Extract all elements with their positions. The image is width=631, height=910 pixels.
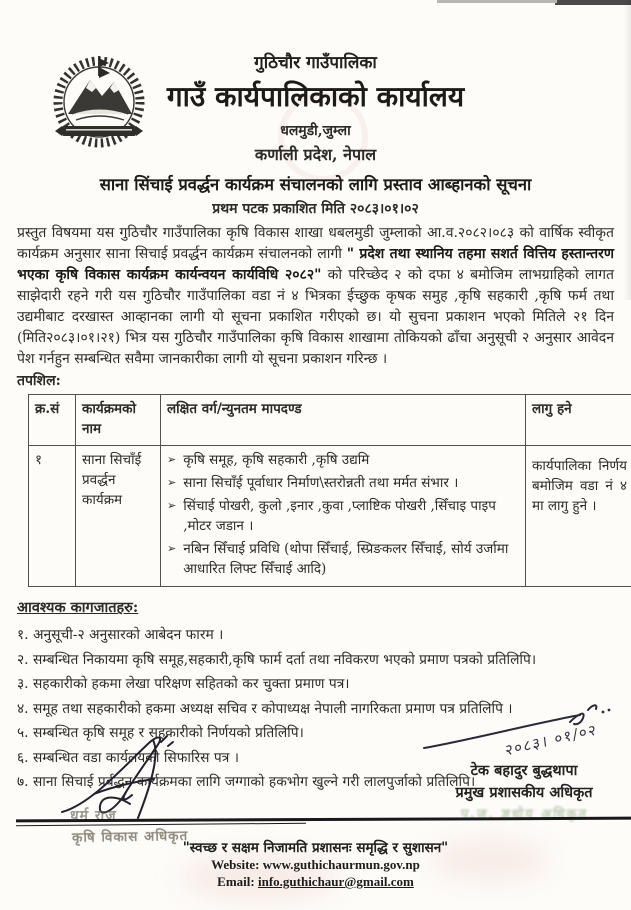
criteria-item <box>167 450 519 470</box>
municipality-emblem-logo <box>46 50 152 158</box>
notice-body-paragraph <box>17 223 614 370</box>
footer-website-line <box>0 857 631 873</box>
document-list-item: ७. साना सिचाई प्रर्बद्धन कार्यक्रमका लागि जग्गाको हकभोग खुल्ने गरी लालपुर्जाको प्रतिलिपि। <box>17 774 476 790</box>
province-line: कर्णाली प्रदेश, नेपाल <box>254 145 377 164</box>
criteria-item <box>167 496 519 536</box>
quoted-directive-text: " प्रदेश तथा स्थानिय तहमा सशर्त वित्तिय हस्तान्तरण भएका कृषि विकास कार्यक्रम कार्यन्वयन कार्यविधि २०८२" <box>17 246 614 283</box>
paragraph-text-1: प्रस्तुत विषयमा यस गुठिचौर गाउँपालिका कृषि विकास शाखा धबलमुडी जुम्लाको आ.व.२०८२।०८३ को वार्षिक स्वीकृत कार्यक्रम अनुसार साना सिचाई प्रवर्द्धन कार्यक्रम संचालनको लागी <box>17 225 614 262</box>
website-url: www.guthichaurmun.gov.np <box>262 857 420 872</box>
col-header-sn: क्र.सं <box>29 395 76 446</box>
footer-slogan: "स्वच्छ र सक्षम निजामति प्रशासनः समृद्धि र सुशासन" <box>182 840 449 856</box>
right-signature <box>420 700 620 762</box>
handwritten-date: २०८३। ०१/०२ <box>504 720 599 760</box>
signatory-block <box>428 760 620 804</box>
criteria-item <box>167 473 519 493</box>
notice-title: साना सिंचाई प्रवर्द्धन कार्यक्रम संचालनको लागि प्रस्ताव आब्हानको सूचना <box>99 175 532 194</box>
published-date-line: प्रथम पटक प्रकाशित मिति २०८३।०१।०२ <box>212 201 419 217</box>
col-header-criteria: लक्षित वर्ग/न्युनतम मापदण्ड <box>161 395 526 446</box>
email-address: info.guthichaur@gmail.com <box>257 874 414 889</box>
signatory-title: प्रमुख प्रशासकीय अधिकृत <box>455 784 593 801</box>
website-label: Website: <box>211 857 260 872</box>
cell-sn: १ <box>29 446 76 587</box>
left-stamp-title: कृषि विकास अधिकृत <box>71 827 189 847</box>
office-address: धलमुडी,जुम्ला <box>280 123 351 139</box>
document-list-item: १. अनुसूची-२ अनुसारको आबेदन फारम । <box>17 627 224 643</box>
col-header-program: कार्यक्रमको नाम <box>76 395 161 446</box>
table-row <box>29 446 631 587</box>
document-list-item: ३. सहकारीको हकमा लेखा परिक्षण सहितको कर चुक्ता प्रमाण पत्र। <box>17 676 350 692</box>
email-label: Email: <box>217 874 255 889</box>
document-list-item: ६. सम्बन्धित वडा कार्यलयको सिफारिस पत्र । <box>17 749 239 766</box>
document-list-item: ४. समूह तथा सहकारीको हकमा अध्यक्ष सचिव र कोपाध्यक्ष नेपाली नागरिकता प्रमाण पत्र प्रतिलिपि । <box>17 700 513 717</box>
col-header-applicable: लागु हने <box>526 395 631 446</box>
emblem-icon <box>46 50 152 158</box>
signatory-name: टेक बहादुर बुद्धथापा <box>470 762 578 779</box>
paragraph-text-2: को परिच्छेद २ को दफा ४ बमोजिम लाभग्राहिको लागत साझेदारी रहने गरी यस गुठिचौर गाउँपालिका वडा नं ४ भित्रका ईच्छुक कृषक समुह ,कृषि सहकारी ,कृषि फर्म तथा उद्यमीबाट दरखास्त आव्हानका लागी यो सूचना प्रकाशित गरीएको छ। यो सुचना प्रकाशन भएको मितिले २१ दिन (मिति२०८३।०१।२१) भित्र यस गुठिचौर गाउँपालिका कृषि विकास शाखामा तोकियको ढाँचा अनुसूची २ अनुसार आवेदन पेश गर्नहुन सम्बन्धित सवैमा जानकारीका लागी यो सूचना प्रकाशन गरिन्छ । <box>17 267 615 367</box>
arrow-bullet-icon: ➢ <box>167 499 177 512</box>
table-header-row <box>29 395 631 446</box>
footer-email-line <box>0 874 631 890</box>
criteria-text: कृषि समूह, कृषि सहकारी ,कृषि उद्यमि <box>183 452 370 468</box>
document-list-item: ५. सम्बन्धित कृषि समूह र सहकारीको निर्णयको प्रतिलिपि। <box>17 725 304 741</box>
program-details-table <box>28 394 631 587</box>
criteria-text: साना सिचाँई पूर्वाधार निर्माण\स्तरोन्नती तथा मर्मत संभार । <box>183 475 459 491</box>
cell-applicable: कार्यपालिका निर्णय बमोजिम वडा नं ४ मा लागु हुने । <box>526 446 631 587</box>
cell-criteria <box>161 446 526 587</box>
arrow-bullet-icon: ➢ <box>167 476 177 489</box>
criteria-item <box>167 539 519 579</box>
municipality-name: गुठिचौर गाउँपालिका <box>254 53 377 73</box>
letterhead-footer <box>0 838 631 890</box>
left-stamp-name: धर्म राज <box>69 808 118 824</box>
faint-green-stamp: प.ज. ज्ञधोय अधिकृत <box>460 807 589 822</box>
office-title: गाउँ कार्यपालिकाको कार्यालय <box>166 80 465 113</box>
arrow-bullet-icon: ➢ <box>167 453 177 466</box>
cell-program-name: साना सिचाँई प्रवर्द्धन कार्यक्रम <box>76 446 161 587</box>
details-label: तपशिल: <box>17 373 61 389</box>
required-documents-heading: आवश्यक कागजातहरु: <box>17 599 139 616</box>
criteria-text: सिंचाई पोखरी, कुलो ,इनार ,कुवा ,प्लाष्टिक पोखरी ,सिँचाइ पाइप ,मोटर जडान । <box>183 498 496 534</box>
arrow-bullet-icon: ➢ <box>167 542 177 555</box>
letterhead <box>0 0 631 218</box>
document-list-item: २. सम्बन्धित निकायमा कृषि समूह,सहकारी,कृषि फार्म दर्ता तथा नविकरण भएको प्रमाण पत्रको प्रतिलिपि। <box>17 651 537 668</box>
criteria-text: नबिन सिँचाई प्रविधि (थोपा सिँचाई, स्प्रिङकलर सिँचाई, सोर्य उर्जामा आधारित लिफ्ट सिँचाई आदि) <box>183 541 509 577</box>
